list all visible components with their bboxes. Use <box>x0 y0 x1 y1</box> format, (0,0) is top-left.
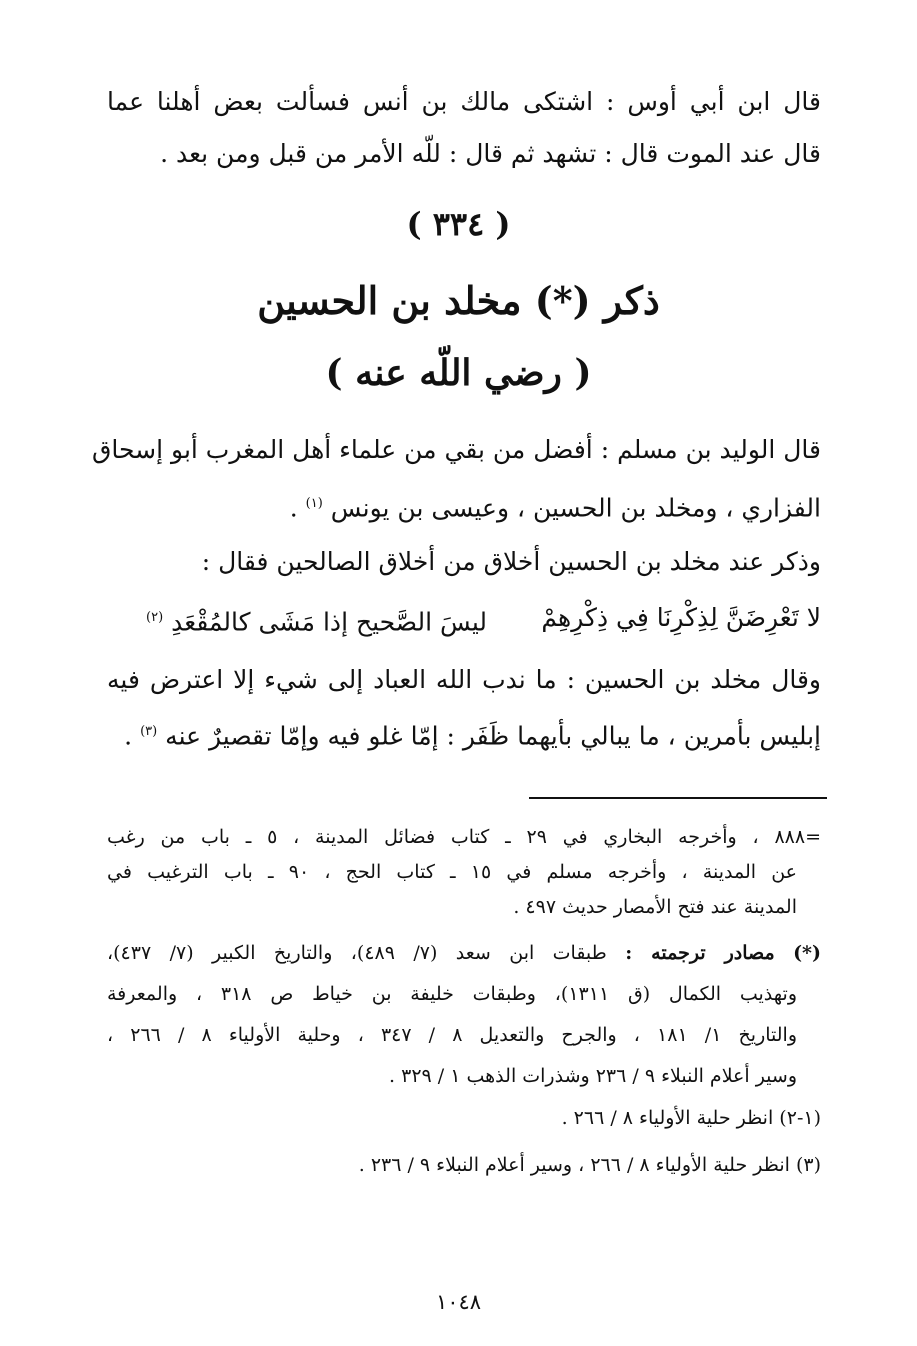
footnote-1-line-1 <box>107 938 821 968</box>
paragraph-3-text: إبليس بأمرين ، ما يبالي بأيهما ظَفَر : إمّا غلو فيه وإمّا تقصيرٌ عنه <box>165 721 821 751</box>
footnote-2 <box>562 1103 821 1133</box>
footnote-0-line-3: المدينة عند فتح الأمصار حديث ٤٩٧ . <box>513 896 797 918</box>
verse-hemistich-2: ليسَ الصَّحيح إذا مَشَى كالمُقْعَدِ <box>171 607 487 637</box>
footnote-1-marker: (*) <box>793 942 821 964</box>
entry-title: ذكر (*) مخلد بن الحسين <box>257 278 660 323</box>
footnote-1-line-3: والتاريخ ١/ ١٨١ ، والجرح والتعديل ٨ / ٣٤٧ ، وحلية الأولياء ٨ / ٢٦٦ ، <box>107 1024 798 1046</box>
footnote-1-line-2: وتهذيب الكمال (ق ١٣١١)، وطبقات خليفة بن خياط ص ٣١٨ ، والمعرفة <box>107 983 797 1005</box>
verse-hemistich-1: لا تَعْرِضَنَّ لِذِكْرِنَا فِي ذِكْرِهِمْ <box>541 603 821 632</box>
footnote-ref-3: (٣) <box>140 724 158 739</box>
footnote-ref-1: (١) <box>305 496 323 511</box>
footnote-3 <box>359 1150 821 1180</box>
footnote-3-marker: (٣) <box>795 1154 821 1176</box>
entry-number: ( ٣٣٤ ) <box>406 205 511 243</box>
paragraph-2: وذكر عند مخلد بن الحسين أخلاق من أخلاق الصالحين فقال : <box>201 547 821 576</box>
footnote-0-line-2: عن المدينة ، وأخرجه مسلم في ١٥ ـ كتاب الحج ، ٩٠ ـ باب الترغيب في <box>107 861 798 883</box>
page-number: ١٠٤٨ <box>435 1290 482 1314</box>
paragraph-1-text: الفزاري ، ومخلد بن الحسين ، وعيسى بن يونس <box>330 493 821 523</box>
footnote-1-text: طبقات ابن سعد (٧/ ٤٨٩)، والتاريخ الكبير (٧/ ٤٣٧)، <box>107 942 607 964</box>
intro-line-1: قال ابن أبي أوس : اشتكى مالك بن أنس فسألت بعض أهلنا عما <box>107 87 821 116</box>
verse-hemistich-2-wrap <box>146 600 487 640</box>
paragraph-3-line-1: وقال مخلد بن الحسين : ما ندب الله العباد إلى شيء إلا اعترض فيه <box>107 665 821 694</box>
footnote-3-text: انظر حلية الأولياء ٨ / ٢٦٦ ، وسير أعلام النبلاء ٩ / ٢٣٦ . <box>358 1154 790 1176</box>
paragraph-3-line-2 <box>124 714 821 754</box>
footnote-2-text: انظر حلية الأولياء ٨ / ٢٦٦ . <box>561 1107 774 1129</box>
intro-line-2: قال عند الموت قال : تشهد ثم قال : للّه الأمر من قبل ومن بعد . <box>160 139 821 168</box>
paragraph-1-line-1: قال الوليد بن مسلم : أفضل من بقي من علماء أهل المغرب أبو إسحاق <box>92 435 821 464</box>
footnote-1-label: مصادر ترجمته : <box>625 942 775 964</box>
footnote-1-line-4: وسير أعلام النبلاء ٩ / ٢٣٦ وشذرات الذهب ١ / ٣٢٩ . <box>389 1065 797 1087</box>
footnote-ref-2: (٢) <box>146 610 164 625</box>
footnote-0-line-1: =٨٨٨ ، وأخرجه البخاري في ٢٩ ـ كتاب فضائل المدينة ، ٥ ـ باب من رغب <box>107 826 821 848</box>
entry-subtitle: ( رضي اللّه عنه ) <box>325 352 592 394</box>
paragraph-1-line-2 <box>290 486 821 526</box>
paragraph-1-period: . <box>289 493 298 523</box>
footnote-separator <box>529 797 827 799</box>
paragraph-3-period: . <box>124 721 133 751</box>
footnote-2-marker: (١-٢) <box>779 1107 821 1129</box>
